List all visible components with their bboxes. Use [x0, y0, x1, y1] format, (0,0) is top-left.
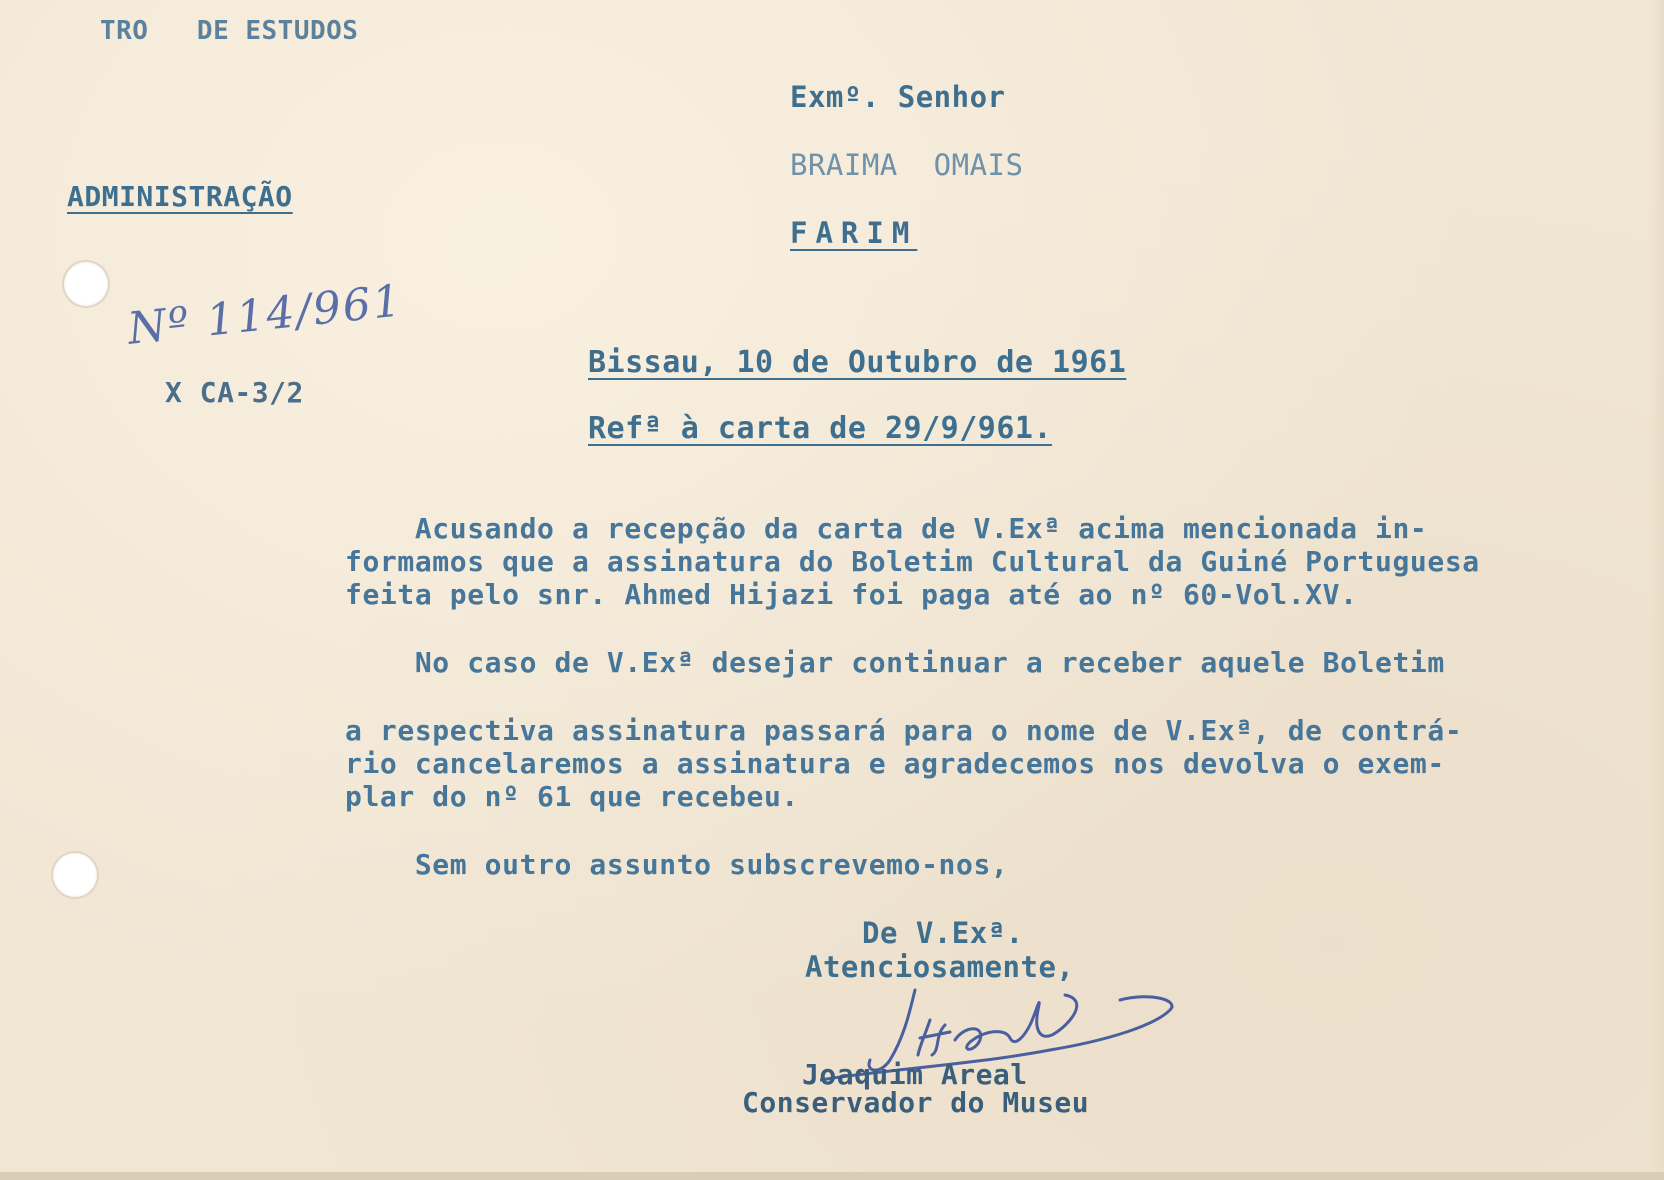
closing-line-2: Atenciosamente, [805, 950, 1075, 984]
paper-bottom-edge [0, 1172, 1664, 1180]
recipient-city: FARIM [790, 216, 918, 250]
letterhead-fragment: TRO DE ESTUDOS [100, 16, 359, 46]
body-paragraph-4: Sem outro assunto subscrevemo-nos, [345, 848, 1009, 881]
file-code: X CA-3/2 [165, 376, 304, 409]
punch-hole-top [64, 262, 108, 306]
handwritten-reference-number: Nº 114/961 [125, 275, 406, 355]
body-paragraph-1: Acusando a recepção da carta de V.Exª acima mencionada in- formamos que a assinatura do Boletim Cultural da Guiné Portuguesa feita pelo snr. Ahmed Hijazi foi paga até ao nº 60-Vol.XV. [345, 512, 1480, 611]
recipient-salutation: Exmº. Senhor [790, 80, 1006, 114]
department-heading: ADMINISTRAÇÃO [67, 180, 293, 213]
body-paragraph-2: No caso de V.Exª desejar continuar a receber aquele Boletim [345, 646, 1445, 679]
letter-reference: Refª à carta de 29/9/961. [588, 411, 1053, 446]
punch-hole-bottom [53, 853, 97, 897]
signer-name: Joaquim Areal [802, 1058, 1028, 1091]
closing-line-1: De V.Exª. [862, 916, 1024, 950]
signer-title: Conservador do Museu [742, 1086, 1090, 1119]
letter-date: Bissau, 10 de Outubro de 1961 [588, 345, 1127, 380]
paper-edge [1650, 0, 1664, 1180]
body-paragraph-3: a respectiva assinatura passará para o nome de V.Exª, de contrá- rio cancelaremos a assinatura e agradecemos nos devolva o exem- plar do nº 61 que recebeu. [345, 714, 1463, 813]
recipient-name: BRAIMA OMAIS [790, 148, 1024, 182]
